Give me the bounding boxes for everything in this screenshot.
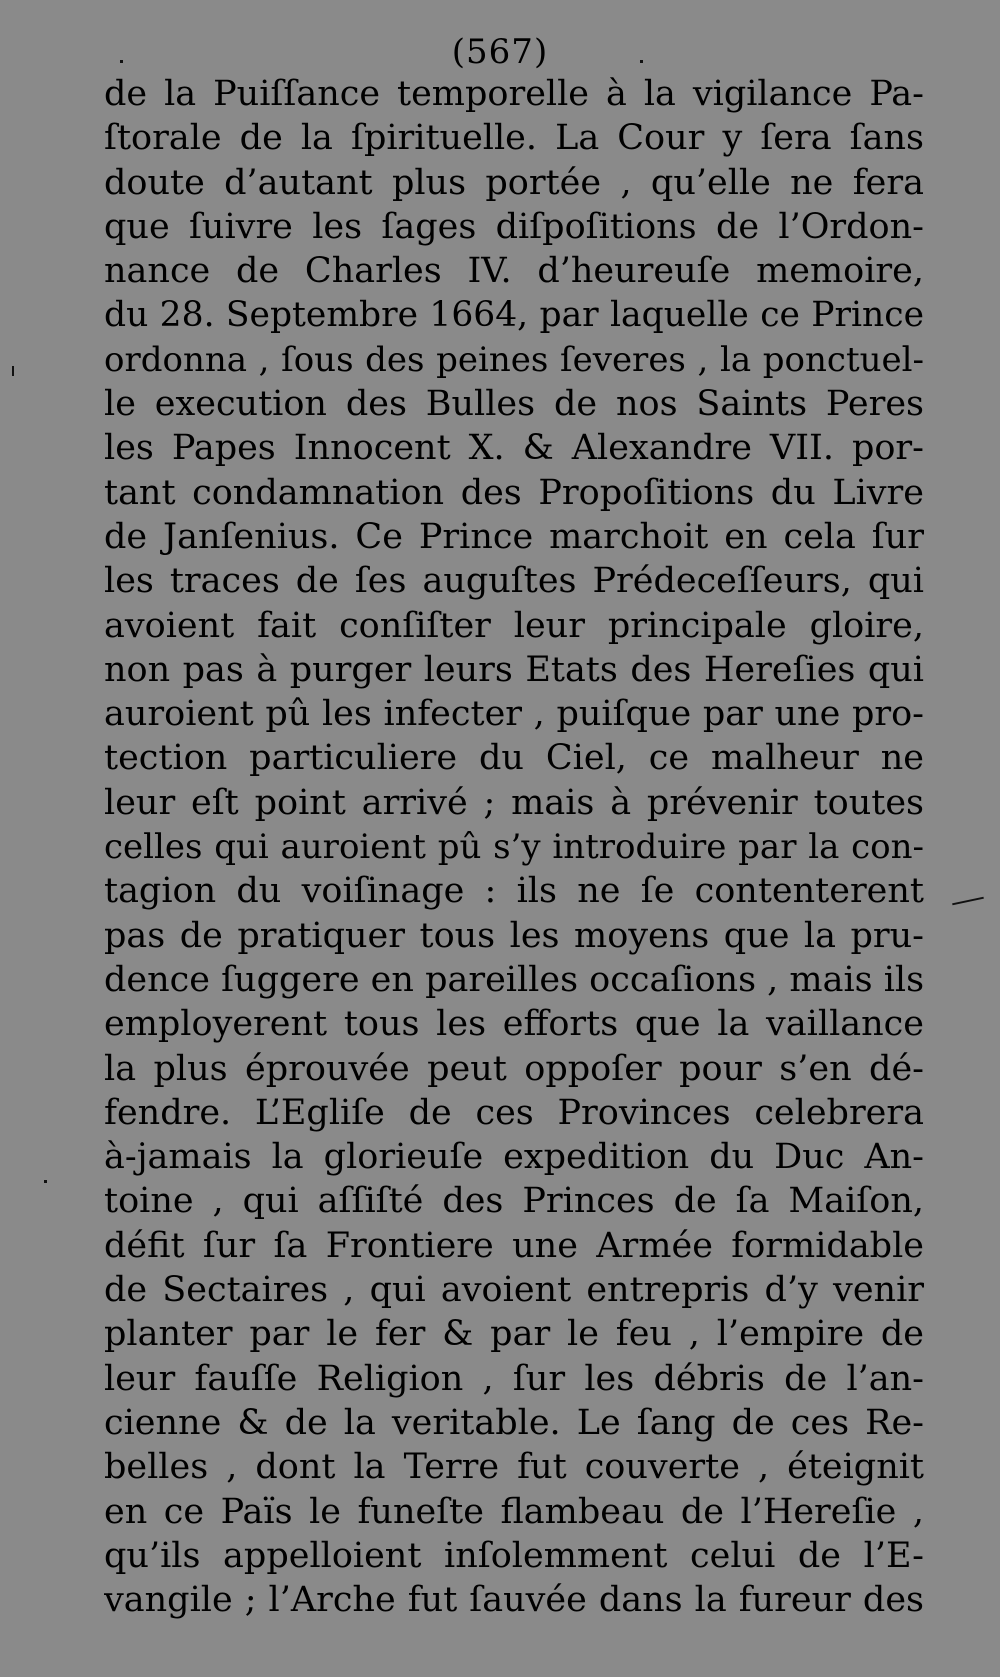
page-number: (567) — [451, 32, 549, 72]
text-line: tagion du voiſinage : ils ne ſe contenterent — [104, 871, 924, 912]
text-line: ordonna , ſous des peines ſeveres , la ponctuel- — [104, 339, 924, 380]
text-line: dence ſuggere en pareilles occaſions , mais ils — [104, 959, 924, 1000]
text-line: de Sectaires , qui avoient entrepris d’y venir — [104, 1270, 924, 1311]
text-line: leur eſt point arrivé ; mais à prévenir toutes — [104, 782, 924, 823]
text-line: belles , dont la Terre fut couverte , éteignit — [104, 1447, 924, 1488]
text-line: vangile ; l’Arche fut ſauvée dans la fureur des — [104, 1580, 924, 1621]
text-line: en ce Païs le funeſte flambeau de l’Hereſie , — [104, 1491, 924, 1532]
text-line: du 28. Septembre 1664, par laquelle ce Prince — [104, 295, 924, 336]
text-line: à-jamais la glorieuſe expedition du Duc An- — [104, 1137, 924, 1178]
scan-speck — [640, 60, 643, 63]
text-line: auroient pû les infecter , puiſque par une pro- — [104, 694, 924, 735]
text-line: cienne & de la veritable. Le ſang de ces Re- — [104, 1402, 924, 1443]
text-line: tant condamnation des Propoſitions du Livre — [104, 472, 924, 513]
scan-speck — [120, 60, 123, 63]
text-line: toine , qui aſſiſté des Princes de ſa Maiſon, — [104, 1181, 924, 1222]
text-line: ſtorale de la ſpirituelle. La Cour y ſera ſans — [104, 118, 924, 159]
text-line: pas de pratiquer tous les moyens que la pru- — [104, 915, 924, 956]
text-line: tection particuliere du Ciel, ce malheur ne — [104, 738, 924, 779]
text-line: qu’ils appelloient inſolemment celui de l’E- — [104, 1535, 924, 1576]
scan-speck — [952, 897, 984, 906]
text-line: avoient fait conſiſter leur principale gloire, — [104, 605, 924, 646]
text-line: de la Puiſſance temporelle à la vigilance Pa- — [104, 74, 924, 114]
text-line: le execution des Bulles de nos Saints Peres — [104, 384, 924, 425]
text-line: non pas à purger leurs Etats des Hereſies qui — [104, 649, 924, 690]
text-line: que ſuivre les ſages diſpoſitions de l’Ordon- — [104, 206, 924, 247]
text-line: celles qui auroient pû s’y introduire par la con- — [104, 827, 924, 868]
text-line: les traces de ſes auguſtes Prédeceſſeurs, qui — [104, 561, 924, 602]
text-line: de Janſenius. Ce Prince marchoit en cela ſur — [104, 516, 924, 557]
text-line: leur fauſſe Religion , ſur les débris de l’an- — [104, 1358, 924, 1399]
scan-speck — [44, 1180, 47, 1183]
text-line: nance de Charles IV. d’heureuſe memoire, — [104, 251, 924, 292]
text-line: les Papes Innocent X. & Alexandre VII. por- — [104, 428, 924, 469]
text-line: fendre. L’Egliſe de ces Provinces celebrera — [104, 1092, 924, 1133]
text-line: la plus éprouvée peut oppoſer pour s’en dé- — [104, 1048, 924, 1089]
text-line: doute d’autant plus portée , qu’elle ne fera — [104, 162, 924, 203]
body-text — [104, 72, 924, 1622]
text-line: planter par le fer & par le feu , l’empire de — [104, 1314, 924, 1355]
text-line: défit ſur ſa Frontiere une Armée formidable — [104, 1225, 924, 1266]
text-line: employerent tous les efforts que la vaillance — [104, 1004, 924, 1045]
scan-speck — [12, 366, 14, 376]
